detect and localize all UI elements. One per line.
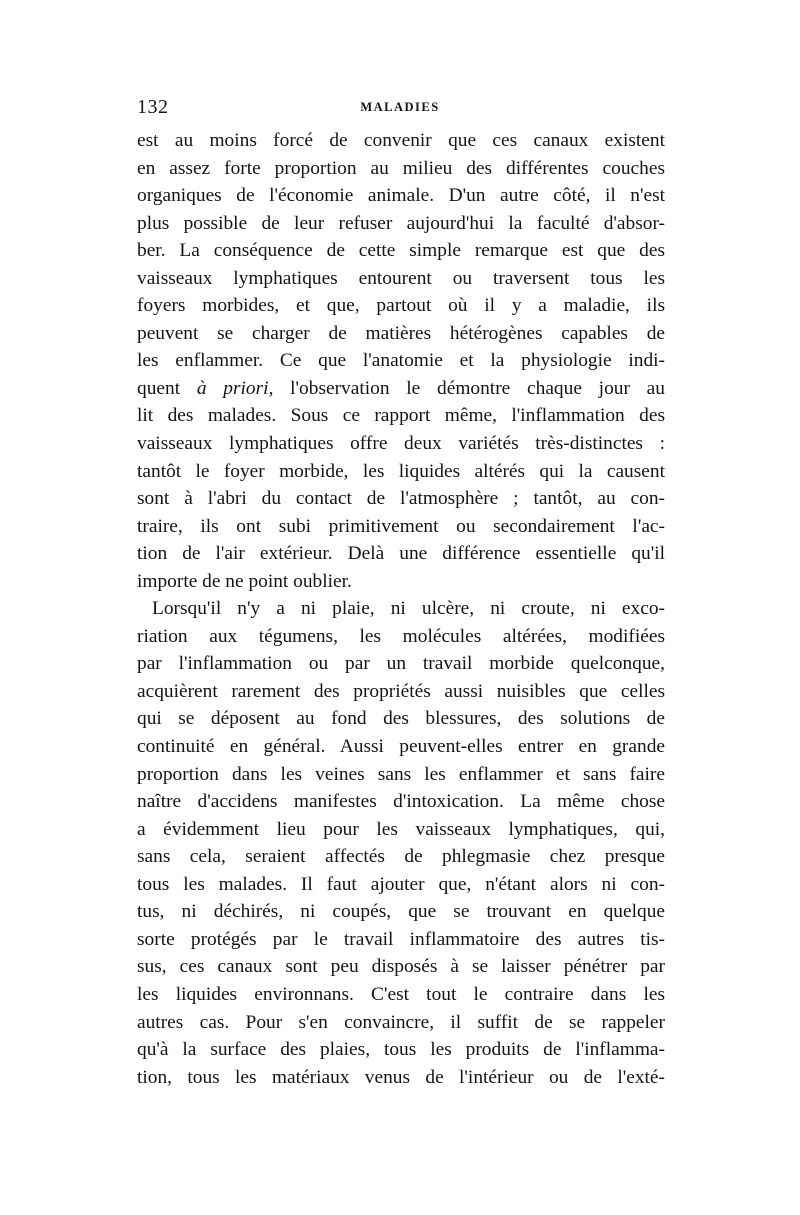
- text-line: Lorsqu'il n'y a ni plaie, ni ulcère, ni croute, ni exco-: [152, 598, 665, 620]
- text-line: autres cas. Pour s'en convaincre, il suffit de se rappeler: [137, 1011, 665, 1033]
- text-line: les enflammer. Ce que l'anatomie et la physiologie indi-: [137, 350, 665, 372]
- text-line: tion, tous les matériaux venus de l'intérieur ou de l'exté-: [137, 1066, 665, 1088]
- text-line: proportion dans les veines sans les enflammer et sans faire: [137, 763, 665, 785]
- text-line: lit des malades. Sous ce rapport même, l'inflammation des: [137, 405, 665, 427]
- text-line: est au moins forcé de convenir que ces canaux existent: [137, 130, 665, 151]
- running-head: MALADIES: [360, 100, 440, 114]
- text-line: continuité en général. Aussi peuvent-elles entrer en grande: [137, 736, 665, 758]
- text-line: acquièrent rarement des propriétés aussi nuisibles que celles: [137, 680, 665, 702]
- paragraph-1: [137, 127, 665, 595]
- text-line: tous les malades. Il faut ajouter que, n'étant alors ni con-: [137, 873, 665, 895]
- text-fragment: quent: [137, 377, 197, 399]
- text-line: organiques de l'économie animale. D'un autre côté, il n'est: [137, 185, 665, 207]
- text-line: qu'à la surface des plaies, tous les produits de l'inflamma-: [137, 1039, 665, 1061]
- text-line: foyers morbides, et que, partout où il y a maladie, ils: [137, 295, 665, 317]
- text-line: traire, ils ont subi primitivement ou secondairement l'ac-: [137, 515, 665, 537]
- page-number: 132: [137, 96, 169, 118]
- text-line: riation aux tégumens, les molécules altérées, modifiées: [137, 625, 665, 647]
- text-line: sus, ces canaux sont peu disposés à se laisser pénétrer par: [137, 956, 665, 978]
- text-line: qui se déposent au fond des blessures, des solutions de: [137, 708, 665, 730]
- text-line: peuvent se charger de matières hétérogènes capables de: [137, 322, 665, 344]
- body-text: [137, 127, 665, 1091]
- text-line-with-italic: [137, 375, 665, 403]
- text-line: ber. La conséquence de cette simple remarque est que des: [137, 240, 665, 262]
- text-line: en assez forte proportion au milieu des différentes couches: [137, 157, 665, 179]
- text-line: vaisseaux lymphatiques offre deux variétés très-distinctes :: [137, 433, 665, 455]
- text-line: les liquides environnans. C'est tout le contraire dans les: [137, 983, 665, 1005]
- text-line: plus possible de leur refuser aujourd'hui la faculté d'absor-: [137, 212, 665, 234]
- italic-phrase: à priori: [196, 377, 269, 399]
- text-line: sont à l'abri du contact de l'atmosphère ; tantôt, au con-: [137, 488, 665, 510]
- text-line: tus, ni déchirés, ni coupés, que se trouvant en quelque: [137, 901, 665, 923]
- text-line: vaisseaux lymphatiques entourent ou traversent tous les: [137, 267, 665, 289]
- text-fragment: , l'observation le démontre chaque jour au: [268, 377, 665, 399]
- text-line: sorte protégés par le travail inflammatoire des autres tis-: [137, 928, 665, 950]
- text-line: a évidemment lieu pour les vaisseaux lymphatiques, qui,: [137, 818, 665, 840]
- text-line: naître d'accidens manifestes d'intoxication. La même chose: [137, 791, 665, 813]
- text-line: tion de l'air extérieur. Delà une différence essentielle qu'il: [137, 543, 665, 565]
- text-line: tantôt le foyer morbide, les liquides altérés qui la causent: [137, 460, 665, 482]
- text-line: importe de ne point oublier.: [137, 570, 352, 592]
- text-line: sans cela, seraient affectés de phlegmasie chez presque: [137, 846, 665, 868]
- text-line: par l'inflammation ou par un travail morbide quelconque,: [137, 653, 665, 675]
- paragraph-2: [137, 595, 665, 1091]
